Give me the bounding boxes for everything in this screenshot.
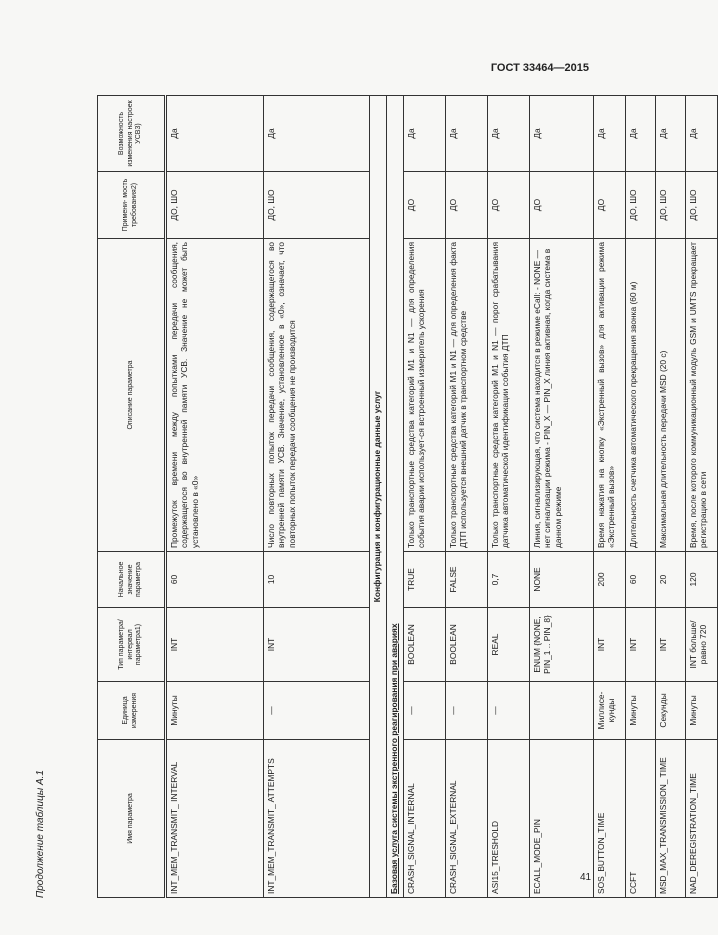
cell-description: Длительность счетчика автоматического прекращения звонка (60 м) xyxy=(626,239,656,552)
col-header-initial: Начальное значение параметра xyxy=(98,552,166,608)
document-header: ГОСТ 33464—2015 xyxy=(490,62,589,74)
cell-initial: 120 xyxy=(686,552,718,608)
cell-applicability: ДО, ШО xyxy=(686,172,718,239)
cell-description: Только транспортные средства категорий M1 и N1 — порог срабатывания датчика автоматической идентификации события ДТП xyxy=(488,239,530,552)
section-row xyxy=(370,96,387,898)
cell-changeable: Да xyxy=(594,96,626,172)
table-row xyxy=(530,96,594,898)
cell-initial: 60 xyxy=(166,552,264,608)
cell-initial: FALSE xyxy=(446,552,488,608)
subsection-row xyxy=(387,96,404,898)
cell-type: INT xyxy=(626,608,656,682)
cell-unit: Миллисе-кунды xyxy=(594,682,626,740)
cell-type: BOOLEAN xyxy=(446,608,488,682)
cell-unit: Секунды xyxy=(656,682,686,740)
cell-type: INT xyxy=(594,608,626,682)
cell-param-name: CCFT xyxy=(626,740,656,898)
parameter-table xyxy=(97,95,718,898)
cell-param-name: SOS_BUTTON_TIME xyxy=(594,740,626,898)
table-row xyxy=(488,96,530,898)
col-header-applicability: Примени- мость требования2) xyxy=(98,172,166,239)
cell-initial: 20 xyxy=(656,552,686,608)
col-header-unit: Единица измерения xyxy=(98,682,166,740)
table-header-row xyxy=(98,96,166,898)
cell-unit: Минуты xyxy=(626,682,656,740)
cell-initial: 60 xyxy=(626,552,656,608)
cell-unit xyxy=(530,682,594,740)
table-row xyxy=(594,96,626,898)
cell-description: Только транспортные средства категорий M1 и N1 — для определения факта ДТП используется внешний датчик в транспортном средстве xyxy=(446,239,488,552)
cell-initial: TRUE xyxy=(404,552,446,608)
subsection-title: Базовая услуга системы экстренного реагирования при авариях xyxy=(387,96,404,898)
cell-type: INT xyxy=(264,608,370,682)
cell-unit: — xyxy=(404,682,446,740)
cell-changeable: Да xyxy=(404,96,446,172)
cell-description: Число повторных попыток передачи сообщения, содержащегося во внутренней памяти УСВ. Значение, установленное в «0», означает, что повторных попыток передачи сообщения не производится xyxy=(264,239,370,552)
col-header-changeable: Возможность изменения настроек УСВ3) xyxy=(98,96,166,172)
cell-unit: Минуты xyxy=(686,682,718,740)
cell-unit: — xyxy=(488,682,530,740)
table-caption: Продолжение таблицы А.1 xyxy=(35,770,46,898)
cell-initial: NONE xyxy=(530,552,594,608)
col-header-type: Тип параметра/ интервал параметра1) xyxy=(98,608,166,682)
cell-initial: 200 xyxy=(594,552,626,608)
cell-param-name: CRASH_SIGNAL_EXTERNAL xyxy=(446,740,488,898)
col-header-name: Имя параметра xyxy=(98,740,166,898)
cell-type: REAL xyxy=(488,608,530,682)
cell-param-name: INT_MEM_TRANSMIT_ ATTEMPTS xyxy=(264,740,370,898)
cell-initial: 0,7 xyxy=(488,552,530,608)
cell-applicability: ДО xyxy=(488,172,530,239)
cell-type: BOOLEAN xyxy=(404,608,446,682)
cell-applicability: ДО xyxy=(446,172,488,239)
cell-applicability: ДО xyxy=(404,172,446,239)
table-row xyxy=(626,96,656,898)
table-row xyxy=(404,96,446,898)
table-row xyxy=(686,96,718,898)
cell-applicability: ДО, ШО xyxy=(626,172,656,239)
section-title: Конфигурация и конфигурационные данные услуг xyxy=(370,96,387,898)
cell-type: INT больше/ равно 720 xyxy=(686,608,718,682)
cell-changeable: Да xyxy=(686,96,718,172)
cell-changeable: Да xyxy=(446,96,488,172)
cell-description: Время нажатия на кнопку «Экстренный вызов» для активации режима «Экстренный вызов» xyxy=(594,239,626,552)
cell-description: Только транспортные средства категорий M1 и N1 — для определения события аварии использует-ся встроенный измеритель ускорения xyxy=(404,239,446,552)
cell-applicability: ДО, ШО xyxy=(264,172,370,239)
cell-type: INT xyxy=(166,608,264,682)
col-header-description: Описание параметра xyxy=(98,239,166,552)
cell-description: Промежуток времени между попытками передачи сообщения, содержащегося во внутренней памяти УСВ. Значение не может быть установлено в «0» xyxy=(166,239,264,552)
cell-param-name: NAD_DEREGISTRATION_TIME xyxy=(686,740,718,898)
table-row xyxy=(446,96,488,898)
cell-applicability: ДО xyxy=(594,172,626,239)
cell-param-name: INT_MEM_TRANSMIT_ INTERVAL xyxy=(166,740,264,898)
cell-description: Линия, сигнализирующая, что система находится в режиме eCall: - NONE — нет сигнализации режима - PIN_X — PIN_X линия активная, когда система в данном режиме xyxy=(530,239,594,552)
cell-param-name: ASI15_TRESHOLD xyxy=(488,740,530,898)
table-row xyxy=(656,96,686,898)
page-number: 41 xyxy=(580,872,592,883)
cell-changeable: Да xyxy=(166,96,264,172)
cell-initial: 10 xyxy=(264,552,370,608)
table-row xyxy=(166,96,264,898)
cell-unit: — xyxy=(446,682,488,740)
cell-description: Максимальная длительность передачи MSD (20 с) xyxy=(656,239,686,552)
cell-changeable: Да xyxy=(530,96,594,172)
cell-type: ENUM {NONE, PIN_1 .. PIN_8} xyxy=(530,608,594,682)
table-row xyxy=(264,96,370,898)
cell-applicability: ДО, ШО xyxy=(656,172,686,239)
cell-applicability: ДО xyxy=(530,172,594,239)
cell-param-name: ECALL_MODE_PIN xyxy=(530,740,594,898)
cell-param-name: MSD_MAX_TRANSMISSION_ TIME xyxy=(656,740,686,898)
cell-description: Время, после которого коммуникационный модуль GSM и UMTS прекращает регистрацию в сети xyxy=(686,239,718,552)
cell-unit: — xyxy=(264,682,370,740)
cell-applicability: ДО, ШО xyxy=(166,172,264,239)
cell-param-name: CRASH_SIGNAL_INTERNAL xyxy=(404,740,446,898)
cell-changeable: Да xyxy=(656,96,686,172)
cell-changeable: Да xyxy=(264,96,370,172)
cell-changeable: Да xyxy=(626,96,656,172)
cell-unit: Минуты xyxy=(166,682,264,740)
cell-type: INT xyxy=(656,608,686,682)
cell-changeable: Да xyxy=(488,96,530,172)
